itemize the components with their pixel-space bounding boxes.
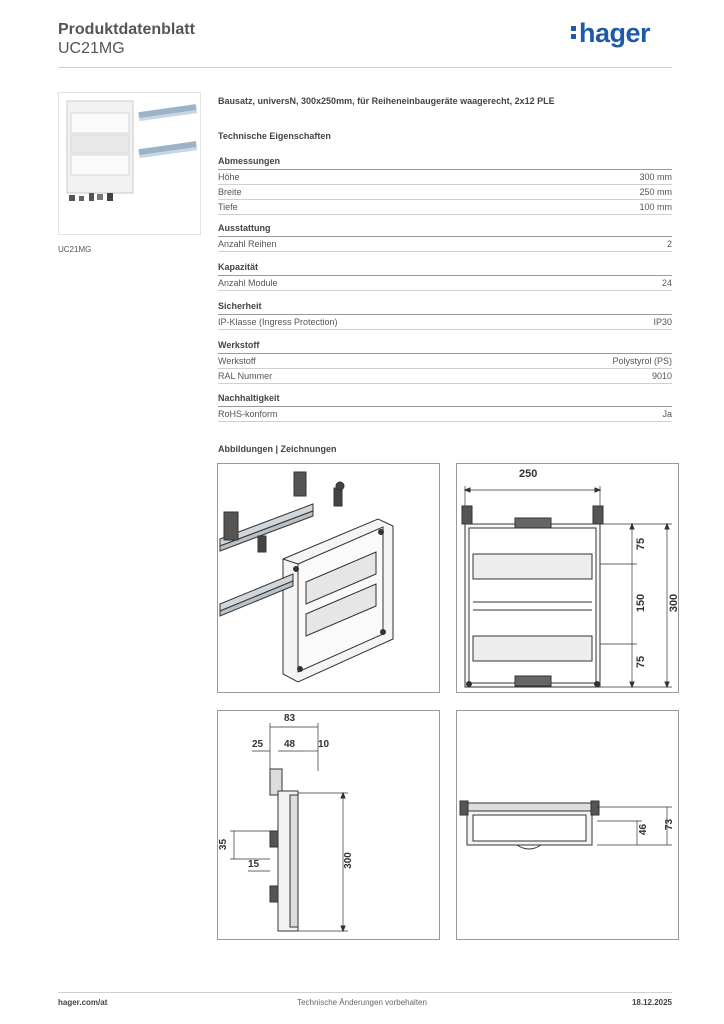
spec-value: 300 mm	[639, 172, 672, 182]
spec-row	[218, 185, 672, 200]
section-title: Abmessungen	[218, 156, 672, 170]
spec-row	[218, 354, 672, 369]
logo-text: hager	[579, 18, 651, 48]
section-sicherheit	[218, 301, 672, 330]
dim-middle: 150	[635, 593, 648, 613]
spec-row	[218, 315, 672, 330]
footer-date: 18.12.2025	[631, 998, 672, 1007]
spec-label: Höhe	[218, 172, 240, 182]
logo-dots-icon	[571, 26, 577, 42]
spec-row	[218, 276, 672, 291]
footer-website[interactable]: hager.com/at	[58, 998, 108, 1007]
section-ausstattung	[218, 223, 672, 252]
spec-value: 24	[661, 278, 672, 288]
spec-value: IP30	[653, 317, 672, 327]
spec-label: Anzahl Module	[218, 278, 278, 288]
section-title: Nachhaltigkeit	[218, 393, 672, 407]
product-code: UC21MG	[58, 40, 125, 57]
dim-rail: 35	[218, 838, 230, 851]
front-dimension-drawing	[456, 463, 679, 693]
dim-width: 250	[519, 468, 538, 480]
spec-value: 2	[666, 239, 672, 249]
section-kapazitaet	[218, 262, 672, 291]
spec-value: 9010	[651, 371, 672, 381]
spec-row	[218, 170, 672, 185]
top-view-drawing	[456, 710, 679, 940]
product-description: Bausatz, universN, 300x250mm, für Reiheneinbaugeräte waagerecht, 2x12 PLE	[218, 96, 555, 106]
exploded-view-drawing	[217, 463, 440, 693]
spec-value: 250 mm	[639, 187, 672, 197]
spec-label: RAL Nummer	[218, 371, 273, 381]
spec-row	[218, 237, 672, 252]
spec-label: IP-Klasse (Ingress Protection)	[218, 317, 338, 327]
spec-row	[218, 200, 672, 215]
section-werkstoff	[218, 340, 672, 384]
dim-side-height: 300	[342, 852, 354, 869]
footer-disclaimer: Technische Änderungen vorbehalten	[297, 998, 427, 1007]
drawings-title: Abbildungen | Zeichnungen	[218, 444, 337, 454]
product-image-caption: UC21MG	[58, 245, 92, 254]
dim-top-d2: 73	[664, 818, 676, 831]
dim-bottom: 75	[635, 655, 648, 669]
dim-rail-depth: 15	[248, 859, 260, 870]
dim-top-d1: 46	[638, 823, 650, 836]
section-title: Sicherheit	[218, 301, 672, 315]
section-title: Werkstoff	[218, 340, 672, 354]
spec-label: Werkstoff	[218, 356, 256, 366]
footer-divider	[58, 992, 672, 993]
spec-row	[218, 407, 672, 422]
product-image	[58, 92, 201, 235]
section-title: Ausstattung	[218, 223, 672, 237]
spec-value: 100 mm	[639, 202, 672, 212]
section-title: Kapazität	[218, 262, 672, 276]
spec-label: Tiefe	[218, 202, 238, 212]
dim-d1: 25	[252, 739, 264, 750]
tech-properties-title: Technische Eigenschaften	[218, 131, 331, 141]
section-abmessungen	[218, 156, 672, 215]
spec-label: Breite	[218, 187, 242, 197]
spec-row	[218, 369, 672, 384]
dim-height: 300	[668, 593, 681, 613]
dim-top: 75	[635, 537, 648, 551]
side-dimension-drawing	[217, 710, 440, 940]
spec-label: Anzahl Reihen	[218, 239, 277, 249]
hager-logo	[571, 18, 650, 49]
page-title: Produktdatenblatt	[58, 21, 195, 38]
header-divider	[58, 67, 672, 68]
section-nachhaltigkeit	[218, 393, 672, 422]
dim-depth: 83	[284, 713, 296, 724]
spec-value: Ja	[662, 409, 672, 419]
spec-value: Polystyrol (PS)	[612, 356, 672, 366]
dim-d2: 48	[284, 739, 296, 750]
spec-label: RoHS-konform	[218, 409, 278, 419]
dim-d3: 10	[318, 739, 330, 750]
